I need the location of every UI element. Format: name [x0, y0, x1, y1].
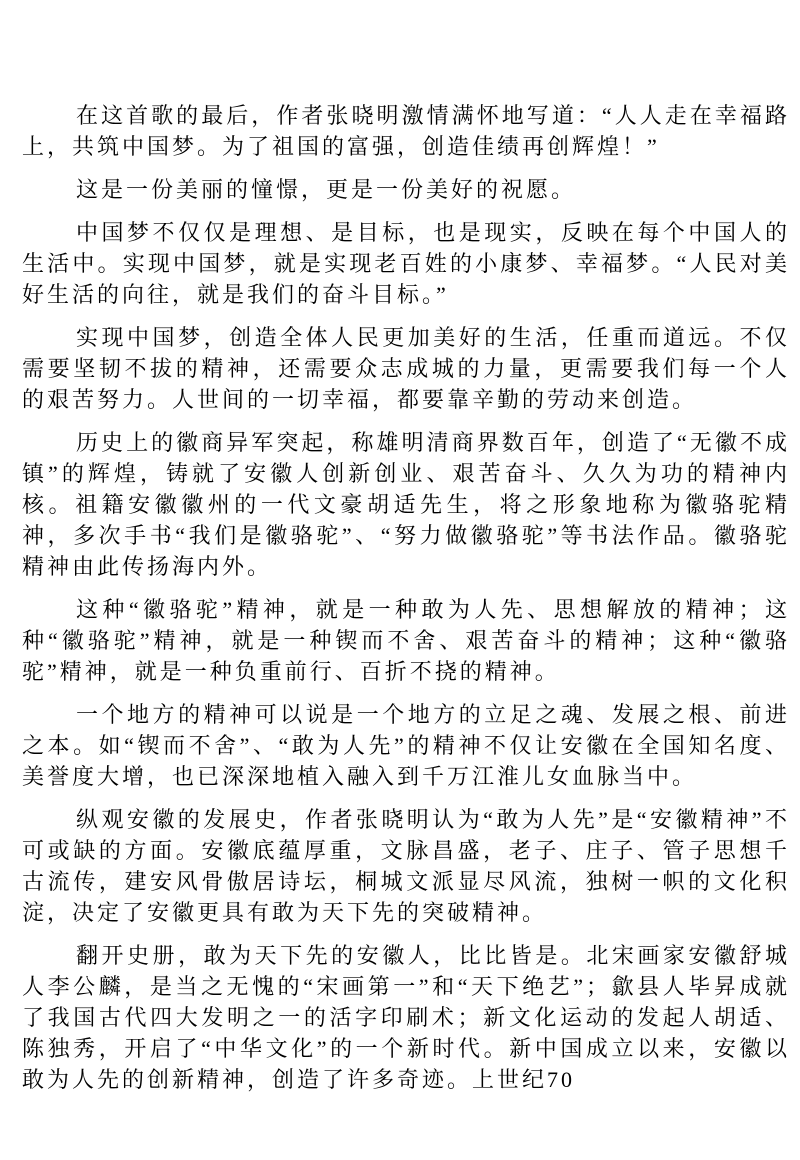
paragraph-2: 这是一份美丽的憧憬，更是一份美好的祝愿。	[76, 177, 577, 202]
paragraph-3: 中国梦不仅仅是理想、是目标，也是现实，反映在每个中国人的生活中。实现中国梦，就是实现老百姓的小康梦、幸福梦。“人民对美好生活的向往，就是我们的奋斗目标。”	[22, 220, 790, 307]
paragraph-7: 一个地方的精神可以说是一个地方的立足之魂、发展之根、前进之本。如“锲而不舍”、“敢为人先”的精神不仅让安徽在全国知名度、美誉度大增，也已深深地植入融入到千万江淮儿女血脉当中。	[22, 702, 790, 789]
paragraph-1: 在这首歌的最后，作者张晓明激情满怀地写道：“人人走在幸福路上，共筑中国梦。为了祖国的富强，创造佳绩再创辉煌！”	[22, 103, 790, 159]
paragraph-8: 纵观安徽的发展史，作者张晓明认为“敢为人先”是“安徽精神”不可或缺的方面。安徽底蕴厚重，文脉昌盛，老子、庄子、管子思想千古流传，建安风骨傲居诗坛，桐城文派显尽风流，独树一帜的文化积淀，决定了安徽更具有敢为天下先的突破精神。	[22, 807, 790, 925]
paragraph-6: 这种“徽骆驼”精神，就是一种敢为人先、思想解放的精神；这种“徽骆驼”精神，就是一种锲而不舍、艰苦奋斗的精神；这种“徽骆驼”精神，就是一种负重前行、百折不挠的精神。	[22, 597, 791, 684]
paragraph-5: 历史上的徽商异军突起，称雄明清商界数百年，创造了“无徽不成镇”的辉煌，铸就了安徽人创新创业、艰苦奋斗、久久为功的精神内核。祖籍安徽徽州的一代文豪胡适先生，将之形象地称为徽骆驼精神，多次手书“我们是徽骆驼”、“努力做徽骆驼”等书法作品。徽骆驼精神由此传扬海内外。	[22, 430, 790, 579]
paragraph-4: 实现中国梦，创造全体人民更加美好的生活，任重而道远。不仅需要坚韧不拔的精神，还需要众志成城的力量，更需要我们每一个人的艰苦努力。人世间的一切幸福，都要靠辛勤的劳动来创造。	[22, 325, 790, 412]
paragraph-9: 翻开史册，敢为天下先的安徽人，比比皆是。北宋画家安徽舒城人李公麟，是当之无愧的“宋画第一”和“天下绝艺”；歙县人毕昇成就了我国古代四大发明之一的活字印刷术；新文化运动的发起人胡适、陈独秀，开启了“中华文化”的一个新时代。新中国成立以来，安徽以敢为人先的创新精神，创造了许多奇迹。上世纪70	[22, 943, 790, 1092]
